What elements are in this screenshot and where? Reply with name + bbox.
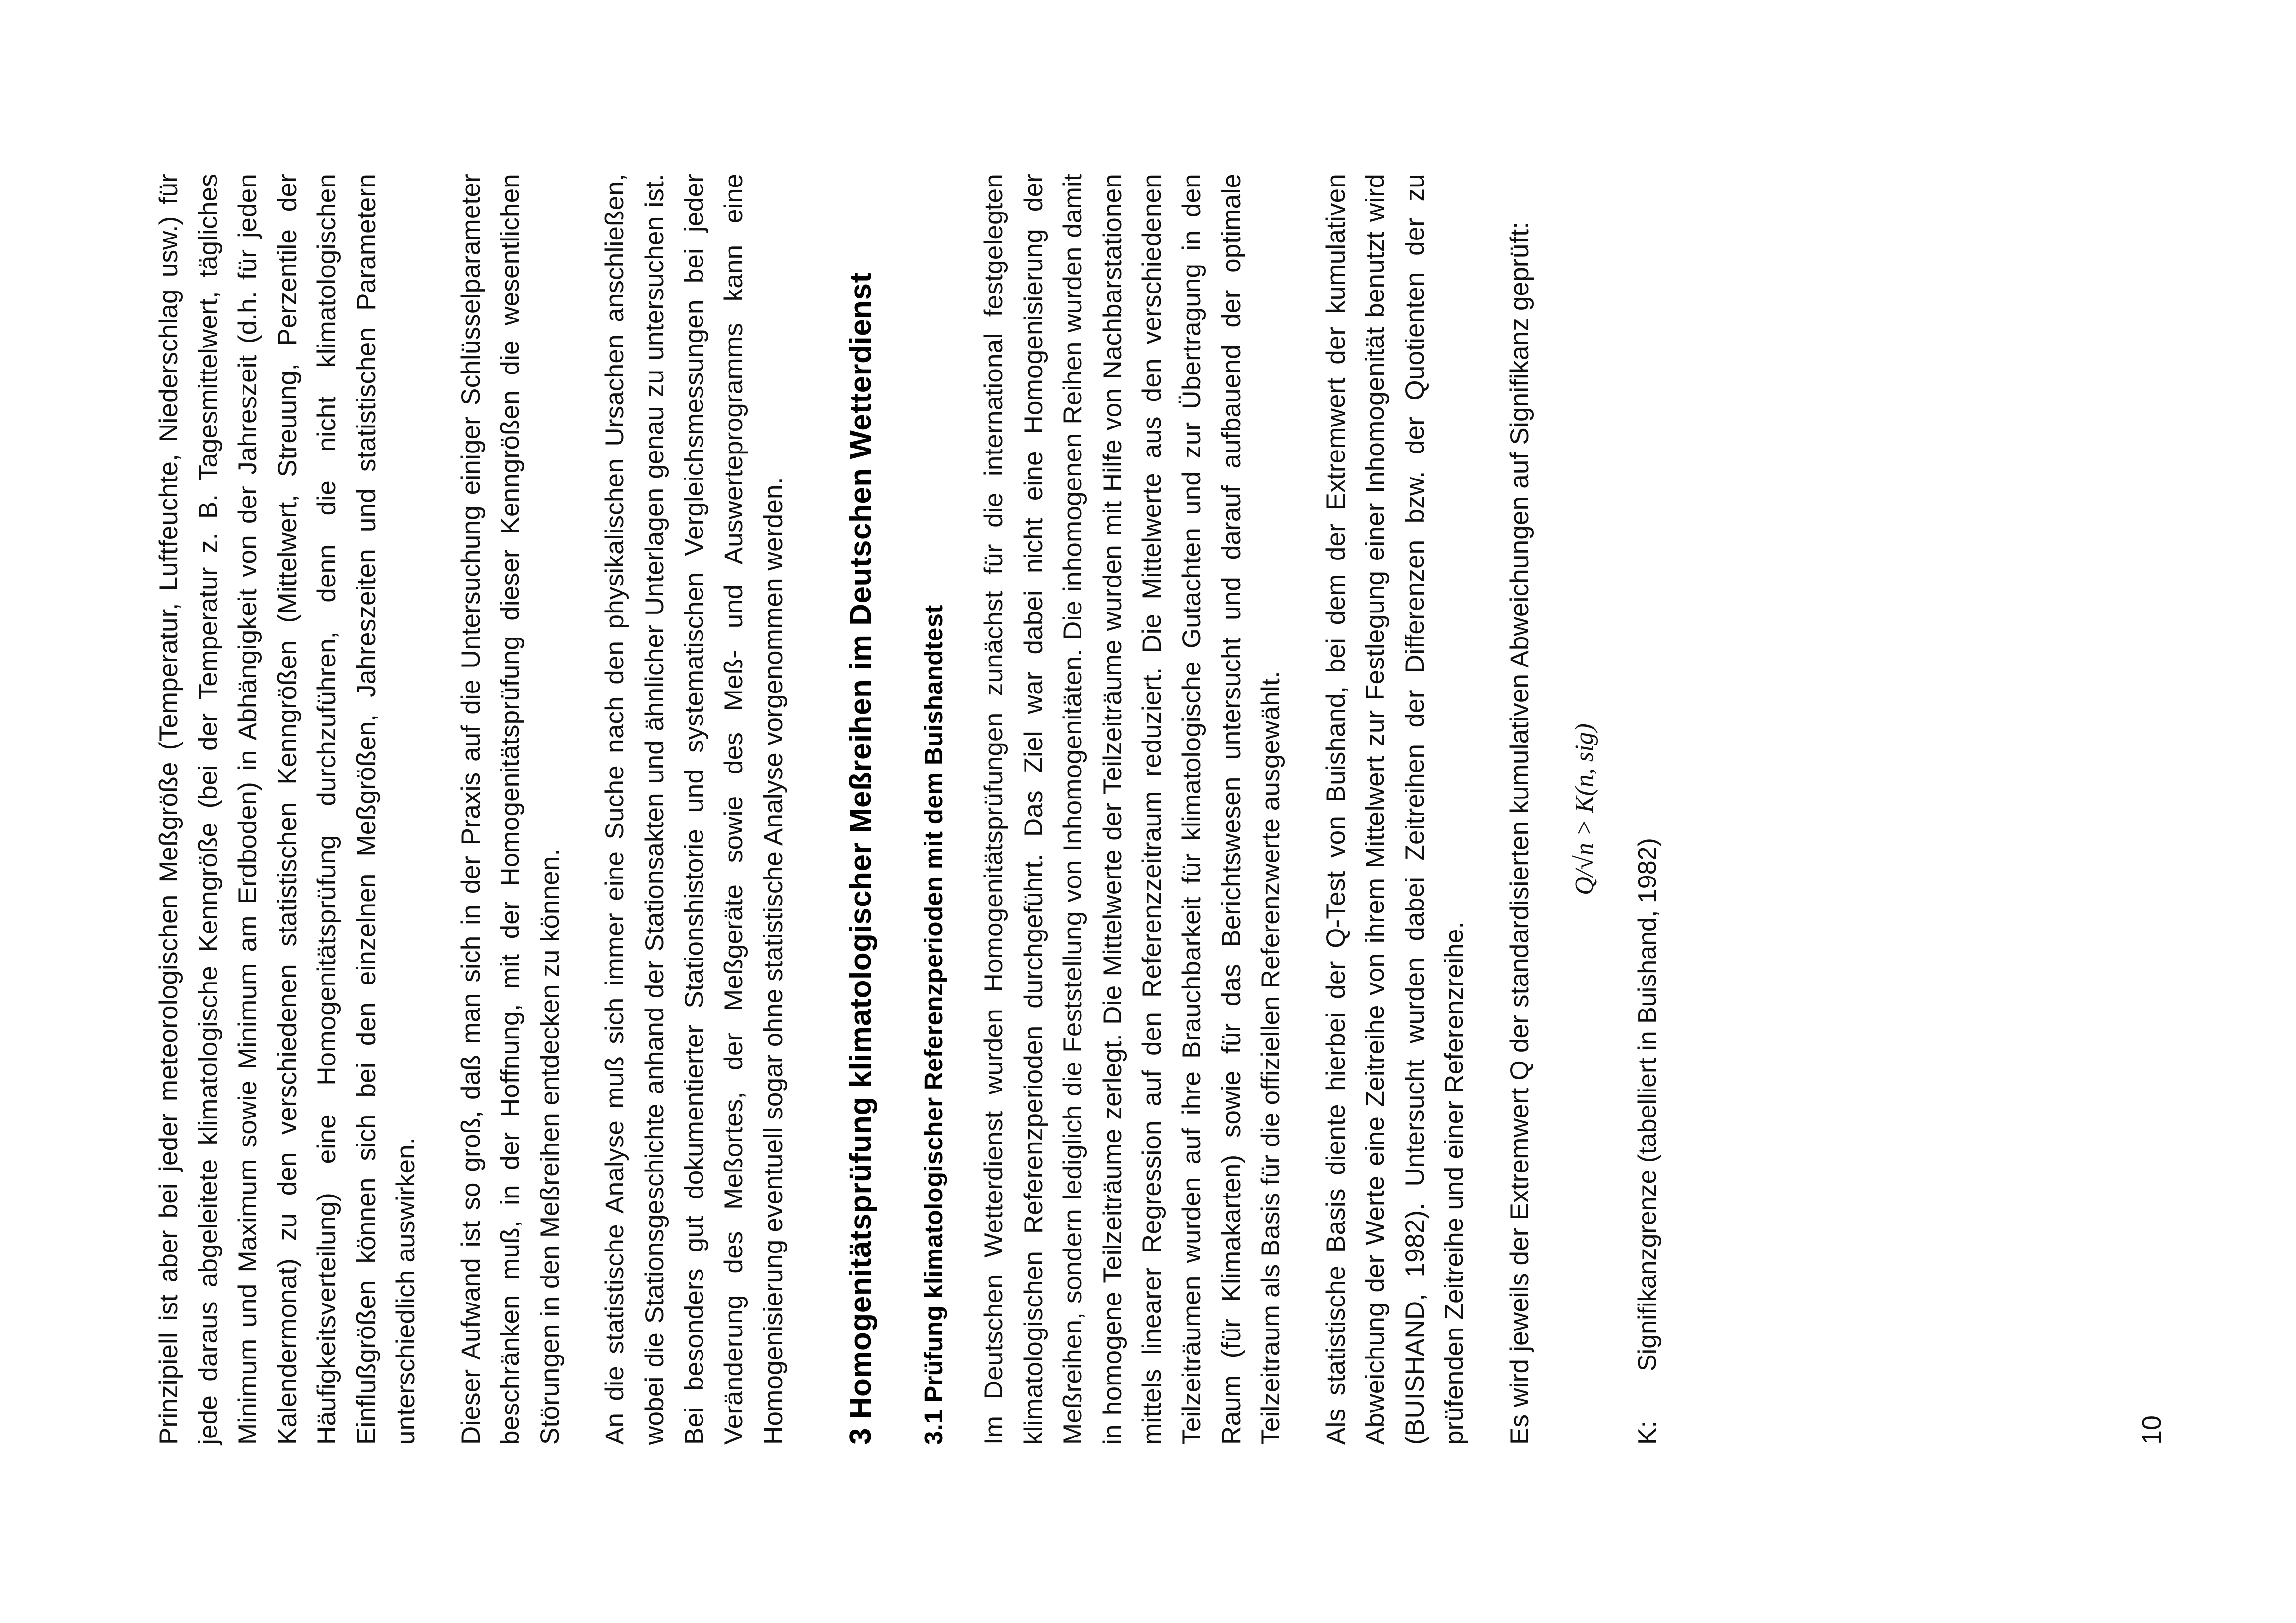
subsection-heading-3-1: 3.1 Prüfung klimatologischer Referenzperioden mit dem Buishandtest: [919, 604, 947, 1445]
page-number: 10: [2136, 1415, 2166, 1445]
body-paragraph-2: Als statistische Basis diente hierbei der Q-Test von Buishand, bei dem der Extremwert der kumulativen Abweichung der Werte eine Zeitreihe von ihrem Mittelwert zur Festlegung einer Inhomogenität benutzt wird (BUISHAND, 1982). Untersucht wurden dabei Zeitreihen der Differenzen bzw. der Quotienten der zu prüfenden Zeitreihe und einer Referenzreihe.: [1321, 173, 1469, 1445]
body-paragraph-1: Im Deutschen Wetterdienst wurden Homogenitätsprüfungen zunächst für die international festgelegten klimatologischen Referenzperioden durchgeführt. Das Ziel war dabei nicht eine Homogenisierung der Meßreihen, sondern lediglich die Feststellung von Inhomogenitäten. Die inhomogenen Reihen wurden damit in homogene Teilzeiträume zerlegt. Die Mittelwerte der Teilzeiträume wurden mit Hilfe von Nachbarstationen mittels linearer Regression auf den Referenzzeitraum reduziert. Die Mittelwerte aus den verschiedenen Teilzeiträumen wurden auf ihre Brauchbarkeit für klimatologische Gutachten und zur Übertragung in den Raum (für Klimakarten) sowie für das Berichtswesen untersucht und darauf aufbauend der optimale Teilzeitraum als Basis für die offiziellen Referenzwerte ausgewählt.: [979, 173, 1285, 1445]
paragraph-1: Prinzipiell ist aber bei jeder meteorologischen Meßgröße (Temperatur, Luftfeuchte, Niederschlag usw.) für jede daraus abgeleitete klimatologische Kenngröße (bei der Temperatur z. B. Tagesmittelwert, tägliches Minimum und Maximum sowie Minimum am Erdboden) in Abhängigkeit von der Jahreszeit (d.h. für jeden Kalendermonat) zu den verschiedenen statistischen Kenngrößen (Mittelwert, Streuung, Perzentile der Häufigkeitsverteilung) eine Homogenitätsprüfung durchzuführen, denn die nicht klimatologischen Einflußgrößen können sich bei den einzelnen Meßgrößen, Jahreszeiten und statistischen Parametern unterschiedlich auswirken.: [154, 173, 420, 1445]
page-text-column: [149, 173, 2166, 1445]
paragraph-3: An die statistische Analyse muß sich immer eine Suche nach den physikalischen Ursachen anschließen, wobei die Stationsgeschichte anhand der Stationsakten und ähnlicher Unterlagen genau zu untersuchen ist. Bei besonders gut dokumentierter Stationshistorie und systematischen Vergleichsmessungen bei jeder Veränderung des Meßortes, der Meßgeräte sowie des Meß- und Auswerteprogramms kann eine Homogenisierung eventuell sogar ohne statistische Analyse vorgenommen werden.: [600, 173, 788, 1445]
section-heading-3: 3 Homogenitätsprüfung klimatologischer Meßreihen im Deutschen Wetterdienst: [843, 272, 878, 1445]
legend-value-k: Signifikanzgrenze (tabelliert in Buishand, 1982): [1633, 837, 1662, 1371]
formula-buishand-q-test: Q/√n > K(n, sig): [1570, 723, 1598, 895]
paragraph-2: Dieser Aufwand ist so groß, daß man sich in der Praxis auf die Untersuchung einiger Schlüsselparameter beschränken muß, in der Hoffnung, mit der Homogenitätsprüfung dieser Kenngrößen die wesentlichen Störungen in den Meßreihen entdecken zu können.: [456, 173, 565, 1445]
body-paragraph-3: Es wird jeweils der Extremwert Q der standardisierten kumulativen Abweichungen auf Signifikanz geprüft:: [1505, 221, 1534, 1445]
legend-key-k: K:: [1633, 1420, 1662, 1445]
document-page: [36, 31, 2260, 1592]
legend-row-k: [1628, 174, 1667, 1445]
